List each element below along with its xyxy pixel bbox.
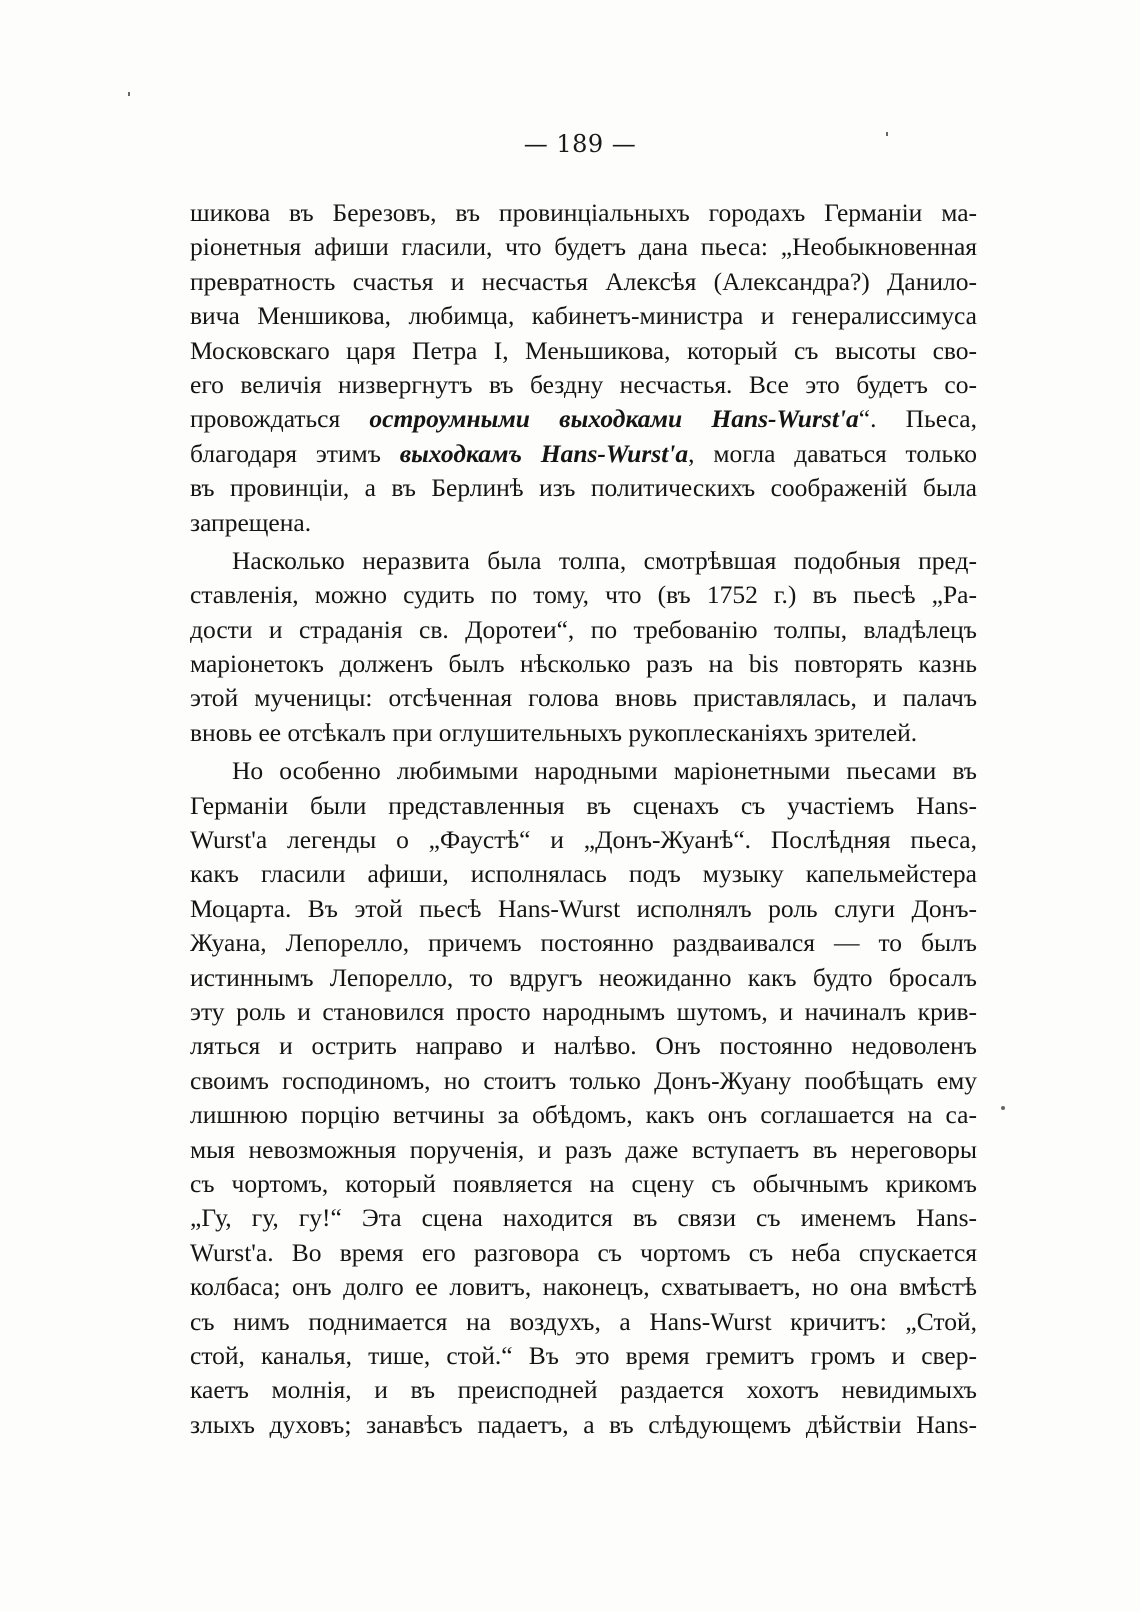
text-line: лишнюю порцію ветчины за обѣдомъ, какъ онъ соглашается на са- <box>190 1100 977 1130</box>
scan-speck <box>1001 1106 1005 1110</box>
text-line: мыя невозможныя порученія, и разъ даже вступаетъ въ нереговоры <box>190 1134 977 1164</box>
text-line: Насколько неразвита была толпа, смотрѣвшая подобныя пред- <box>232 545 977 575</box>
text-line: эту роль и становился просто народнымъ шутомъ, и начиналъ крив- <box>190 996 977 1026</box>
text-line: въ провинціи, а въ Берлинѣ изъ политическихъ соображеній была <box>190 473 977 503</box>
text-run: , могла даваться только <box>688 438 977 468</box>
text-line: вича Меншикова, любимца, кабинетъ-министра и генералиссимуса <box>190 301 977 331</box>
text-line: злыхъ духовъ; занавѣсъ падаетъ, а въ слѣдующемъ дѣйствіи Hans- <box>190 1409 977 1439</box>
text-line: Wurst'а легенды о „Фаустѣ“ и „Донъ-Жуанѣ“. Послѣдняя пьеса, <box>190 825 977 855</box>
text-line: шикова въ Березовъ, въ провинціальныхъ городахъ Германіи ма- <box>190 198 977 227</box>
text-line <box>190 402 977 436</box>
text-line: колбаса; онъ долго ее ловитъ, наконецъ, схватываетъ, но она вмѣстѣ <box>190 1272 977 1302</box>
text-line: Московскаго царя Петра I, Меньшикова, который съ высоты сво- <box>190 335 977 365</box>
text-line: запрещена. <box>190 507 312 537</box>
text-line: Германіи были представленныя въ сценахъ съ участіемъ Hans- <box>190 790 977 820</box>
emphasized-text: выходкамъ Hans-Wurst'а <box>399 438 689 468</box>
text-line: какъ гласили афиши, исполнялась подъ музыку капельмейстера <box>190 859 977 889</box>
text-line: Но особенно любимыми народными маріонетными пьесами въ <box>232 756 977 786</box>
scan-speck <box>886 132 888 136</box>
text-line: истиннымъ Лепорелло, то вдругъ неожиданно какъ будто бросалъ <box>190 962 977 992</box>
text-line: съ чортомъ, который появляется на сцену съ обычнымъ крикомъ <box>190 1168 977 1198</box>
text-line: Моцарта. Въ этой пьесѣ Hans-Wurst исполнялъ роль слуги Донъ- <box>190 893 977 923</box>
emphasized-text: остроумными выходками Hans-Wurst'а <box>369 404 859 434</box>
text-line: его величія низвергнутъ въ бездну несчастья. Все это будетъ со- <box>190 369 977 399</box>
text-line: превратность счастья и несчастья Алексѣя (Александра?) Данило- <box>190 266 977 296</box>
scan-speck <box>128 92 130 96</box>
text-line: ставленія, можно судить по тому, что (въ 1752 г.) въ пьесѣ „Ра- <box>190 580 977 610</box>
page-number: — 189 — <box>523 130 637 158</box>
text-line: ляться и острить направо и налѣво. Онъ постоянно недоволенъ <box>190 1031 977 1061</box>
text-line: стой, каналья, тише, стой.“ Въ это время гремитъ громъ и свер- <box>190 1340 977 1370</box>
text-line: „Гу, гу, гу!“ Эта сцена находится въ связи съ именемъ Hans- <box>190 1203 977 1233</box>
text-line: съ нимъ поднимается на воздухъ, а Hans-Wurst кричитъ: „Стой, <box>190 1306 977 1336</box>
body-text <box>190 196 977 1442</box>
text-line: вновь ее отсѣкалъ при оглушительныхъ рукоплесканіяхъ зрителей. <box>190 717 918 747</box>
text-line: дости и страданія св. Доротеи“, по требованію толпы, владѣлецъ <box>190 614 977 644</box>
text-line: маріонетокъ долженъ былъ нѣсколько разъ на bis повторять казнь <box>190 649 977 679</box>
text-line: каетъ молнія, и въ преисподней раздается хохотъ невидимыхъ <box>190 1375 977 1405</box>
text-line: Жуана, Лепорелло, причемъ постоянно раздваивался — то былъ <box>190 928 977 958</box>
text-run: “. Пьеса, <box>858 404 977 434</box>
text-line: этой мученицы: отсѣченная голова вновь приставлялась, и палачъ <box>190 683 977 713</box>
text-line: Wurst'а. Во время его разговора съ чортомъ съ неба спускается <box>190 1237 977 1267</box>
text-run: провождаться <box>190 404 370 434</box>
text-line: своимъ господиномъ, но стоитъ только Донъ-Жуану пообѣщать ему <box>190 1065 977 1095</box>
text-line: ріонетныя афиши гласили, что будетъ дана пьеса: „Необыкновенная <box>190 232 977 262</box>
text-line <box>190 437 977 471</box>
text-run: благодаря этимъ <box>190 438 400 468</box>
